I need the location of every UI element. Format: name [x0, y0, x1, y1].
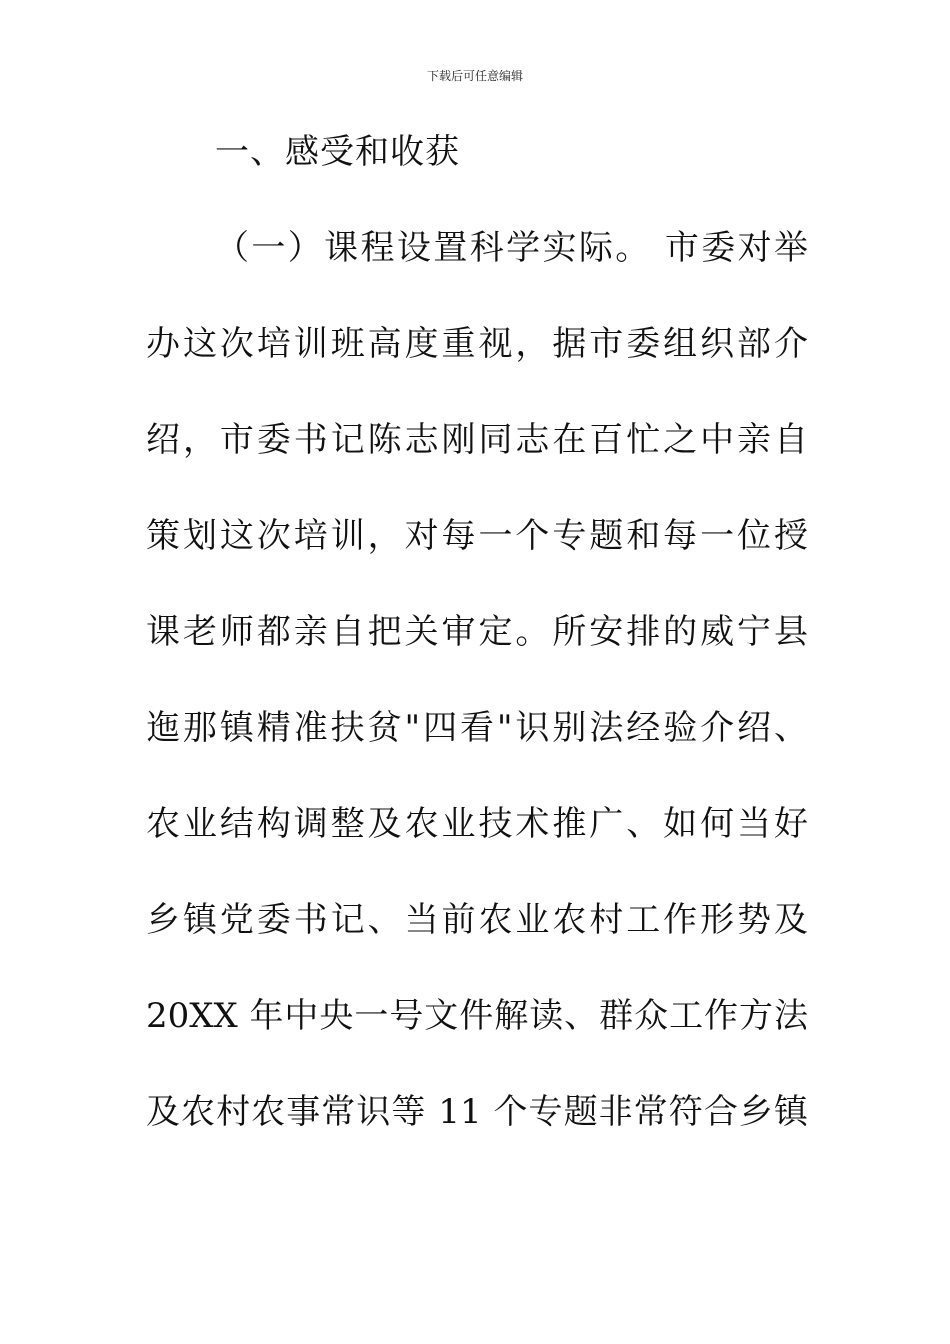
paragraph-line: 农业结构调整及农业技术推广、如何当好 — [146, 804, 808, 844]
paragraph-line: 办这次培训班高度重视，据市委组织部介 — [146, 324, 808, 364]
paragraph-line: 乡镇党委书记、当前农业农村工作形势及 — [146, 900, 808, 940]
paragraph-line: 课老师都亲自把关审定。所安排的威宁县 — [146, 612, 808, 652]
section-heading: 一、感受和收获 — [215, 132, 460, 172]
paragraph-line: 迤那镇精准扶贫"四看"识别法经验介绍、 — [146, 708, 808, 748]
paragraph-line: 20XX 年中央一号文件解读、群众工作方法 — [146, 996, 808, 1036]
paragraph-line: 策划这次培训，对每一个专题和每一位授 — [146, 516, 808, 556]
header-note: 下载后可任意编辑 — [426, 69, 523, 83]
paragraph-line: 及农村农事常识等 11 个专题非常符合乡镇 — [146, 1092, 808, 1132]
paragraph-line: 绍，市委书记陈志刚同志在百忙之中亲自 — [146, 420, 808, 460]
paragraph-line: （一）课程设置科学实际。 市委对举 — [215, 228, 808, 268]
